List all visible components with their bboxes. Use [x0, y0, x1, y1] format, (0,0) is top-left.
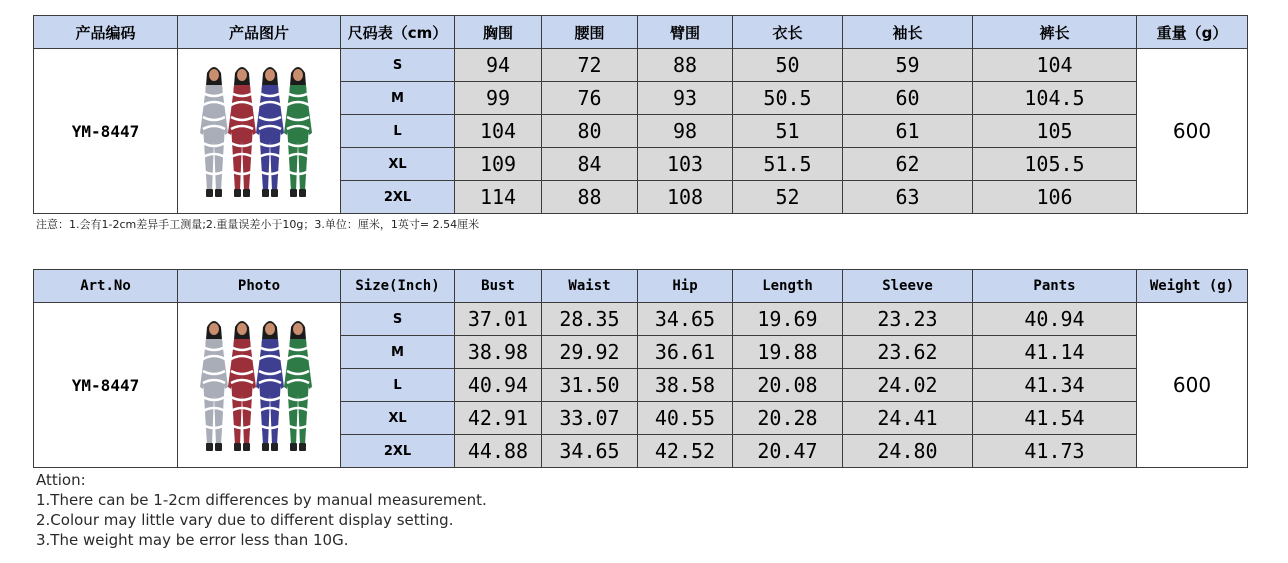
size-label: L	[341, 369, 455, 402]
value-cell: 44.88	[455, 435, 542, 468]
value-cell: 40.55	[638, 402, 733, 435]
header-cell: 袖长	[843, 16, 973, 49]
value-cell: 50.5	[733, 82, 843, 115]
value-cell: 20.47	[733, 435, 843, 468]
product-photo-image	[194, 59, 324, 199]
value-cell: 20.28	[733, 402, 843, 435]
shoe	[206, 189, 213, 197]
stripe	[259, 171, 281, 174]
value-cell: 41.73	[973, 435, 1137, 468]
value-cell: 61	[843, 115, 973, 148]
stripe	[203, 154, 225, 157]
product-photo	[178, 49, 341, 214]
size-chart-inch	[33, 269, 1248, 468]
face	[209, 323, 219, 335]
value-cell: 33.07	[542, 402, 638, 435]
face	[265, 69, 275, 81]
value-cell: 19.69	[733, 303, 843, 336]
header-cell: 裤长	[973, 16, 1137, 49]
value-cell: 104	[973, 49, 1137, 82]
stripe	[287, 154, 309, 157]
stripe	[203, 408, 225, 411]
value-cell: 93	[638, 82, 733, 115]
value-cell: 52	[733, 181, 843, 214]
value-cell: 80	[542, 115, 638, 148]
value-cell: 40.94	[455, 369, 542, 402]
shoe	[234, 443, 241, 451]
value-cell: 42.91	[455, 402, 542, 435]
value-cell: 41.54	[973, 402, 1137, 435]
value-cell: 72	[542, 49, 638, 82]
value-cell: 105.5	[973, 148, 1137, 181]
value-cell: 23.62	[843, 336, 973, 369]
header-cell: Length	[733, 270, 843, 303]
shoe	[290, 189, 297, 197]
value-cell: 63	[843, 181, 973, 214]
value-cell: 62	[843, 148, 973, 181]
art-number: YM-8447	[34, 49, 178, 214]
model-figure	[256, 321, 284, 451]
value-cell: 40.94	[973, 303, 1137, 336]
value-cell: 23.23	[843, 303, 973, 336]
value-cell: 41.34	[973, 369, 1137, 402]
shoe	[262, 443, 269, 451]
value-cell: 50	[733, 49, 843, 82]
value-cell: 76	[542, 82, 638, 115]
header-cell: 产品编码	[34, 16, 178, 49]
stripe	[287, 171, 309, 174]
model-figure	[200, 321, 228, 451]
attention-line: 3.The weight may be error less than 10G.	[36, 531, 349, 549]
table-row	[34, 49, 1248, 82]
header-cell: 产品图片	[178, 16, 341, 49]
stripe	[203, 425, 225, 428]
value-cell: 114	[455, 181, 542, 214]
value-cell: 36.61	[638, 336, 733, 369]
size-label: S	[341, 303, 455, 336]
attention-notes	[36, 470, 487, 550]
weight-value: 600	[1137, 303, 1248, 468]
stripe	[259, 425, 281, 428]
size-label: L	[341, 115, 455, 148]
size-label: 2XL	[341, 435, 455, 468]
value-cell: 29.92	[542, 336, 638, 369]
value-cell: 51	[733, 115, 843, 148]
value-cell: 51.5	[733, 148, 843, 181]
header-row	[34, 270, 1248, 303]
header-cell: 臂围	[638, 16, 733, 49]
value-cell: 20.08	[733, 369, 843, 402]
size-label: 2XL	[341, 181, 455, 214]
value-cell: 38.98	[455, 336, 542, 369]
shoe	[206, 443, 213, 451]
header-cell: Pants	[973, 270, 1137, 303]
product-photo-image	[194, 313, 324, 453]
stripe	[259, 408, 281, 411]
face	[237, 69, 247, 81]
value-cell: 19.88	[733, 336, 843, 369]
attention-title: Attion:	[36, 471, 86, 489]
value-cell: 88	[638, 49, 733, 82]
model-figure	[228, 67, 256, 197]
header-row	[34, 16, 1248, 49]
face	[293, 323, 303, 335]
shoe	[299, 189, 306, 197]
value-cell: 59	[843, 49, 973, 82]
value-cell: 88	[542, 181, 638, 214]
value-cell: 84	[542, 148, 638, 181]
attention-line: 2.Colour may little vary due to different display setting.	[36, 511, 454, 529]
header-cell: 腰围	[542, 16, 638, 49]
stripe	[259, 397, 281, 400]
value-cell: 24.80	[843, 435, 973, 468]
header-cell: Waist	[542, 270, 638, 303]
size-chart-cm	[33, 15, 1248, 214]
size-label: S	[341, 49, 455, 82]
shoe	[299, 443, 306, 451]
value-cell: 34.65	[542, 435, 638, 468]
value-cell: 103	[638, 148, 733, 181]
stripe	[231, 425, 253, 428]
shoe	[271, 443, 278, 451]
value-cell: 31.50	[542, 369, 638, 402]
size-label: XL	[341, 402, 455, 435]
weight-value: 600	[1137, 49, 1248, 214]
stripe	[231, 397, 253, 400]
attention-line: 1.There can be 1-2cm differences by manual measurement.	[36, 491, 487, 509]
header-cell: 重量（g）	[1137, 16, 1248, 49]
stripe	[203, 171, 225, 174]
value-cell: 108	[638, 181, 733, 214]
value-cell: 24.41	[843, 402, 973, 435]
product-photo	[178, 303, 341, 468]
header-cell: Weight (g)	[1137, 270, 1248, 303]
model-figure	[284, 67, 312, 197]
shoe	[243, 443, 250, 451]
table-row	[34, 303, 1248, 336]
shoe	[271, 189, 278, 197]
face	[209, 69, 219, 81]
value-cell: 104.5	[973, 82, 1137, 115]
shoe	[243, 189, 250, 197]
shoe	[234, 189, 241, 197]
value-cell: 38.58	[638, 369, 733, 402]
value-cell: 106	[973, 181, 1137, 214]
stripe	[259, 154, 281, 157]
header-cell: Bust	[455, 270, 542, 303]
header-cell: 尺码表（cm）	[341, 16, 455, 49]
stripe	[287, 143, 309, 146]
stripe	[287, 397, 309, 400]
stripe	[231, 143, 253, 146]
stripe	[231, 154, 253, 157]
shoe	[215, 189, 222, 197]
face	[265, 323, 275, 335]
header-cell: Photo	[178, 270, 341, 303]
value-cell: 99	[455, 82, 542, 115]
art-number: YM-8447	[34, 303, 178, 468]
stripe	[231, 408, 253, 411]
size-label: XL	[341, 148, 455, 181]
stripe	[203, 143, 225, 146]
shoe	[262, 189, 269, 197]
note-cn: 注意：1.会有1-2cm差异手工测量;2.重量误差小于10g；3.单位：厘米，1英寸= 2.54厘米	[36, 218, 480, 231]
stripe	[259, 143, 281, 146]
value-cell: 34.65	[638, 303, 733, 336]
header-cell: Sleeve	[843, 270, 973, 303]
shoe	[290, 443, 297, 451]
value-cell: 60	[843, 82, 973, 115]
size-label: M	[341, 336, 455, 369]
header-cell: Art.No	[34, 270, 178, 303]
header-cell: 胸围	[455, 16, 542, 49]
value-cell: 42.52	[638, 435, 733, 468]
value-cell: 105	[973, 115, 1137, 148]
stripe	[287, 425, 309, 428]
value-cell: 41.14	[973, 336, 1137, 369]
size-label: M	[341, 82, 455, 115]
value-cell: 28.35	[542, 303, 638, 336]
value-cell: 94	[455, 49, 542, 82]
stripe	[287, 408, 309, 411]
header-cell: Hip	[638, 270, 733, 303]
header-cell: 衣长	[733, 16, 843, 49]
face	[293, 69, 303, 81]
stripe	[231, 171, 253, 174]
header-cell: Size(Inch)	[341, 270, 455, 303]
model-figure	[200, 67, 228, 197]
value-cell: 109	[455, 148, 542, 181]
shoe	[215, 443, 222, 451]
model-figure	[284, 321, 312, 451]
value-cell: 24.02	[843, 369, 973, 402]
face	[237, 323, 247, 335]
value-cell: 37.01	[455, 303, 542, 336]
value-cell: 104	[455, 115, 542, 148]
stripe	[203, 397, 225, 400]
model-figure	[228, 321, 256, 451]
value-cell: 98	[638, 115, 733, 148]
model-figure	[256, 67, 284, 197]
